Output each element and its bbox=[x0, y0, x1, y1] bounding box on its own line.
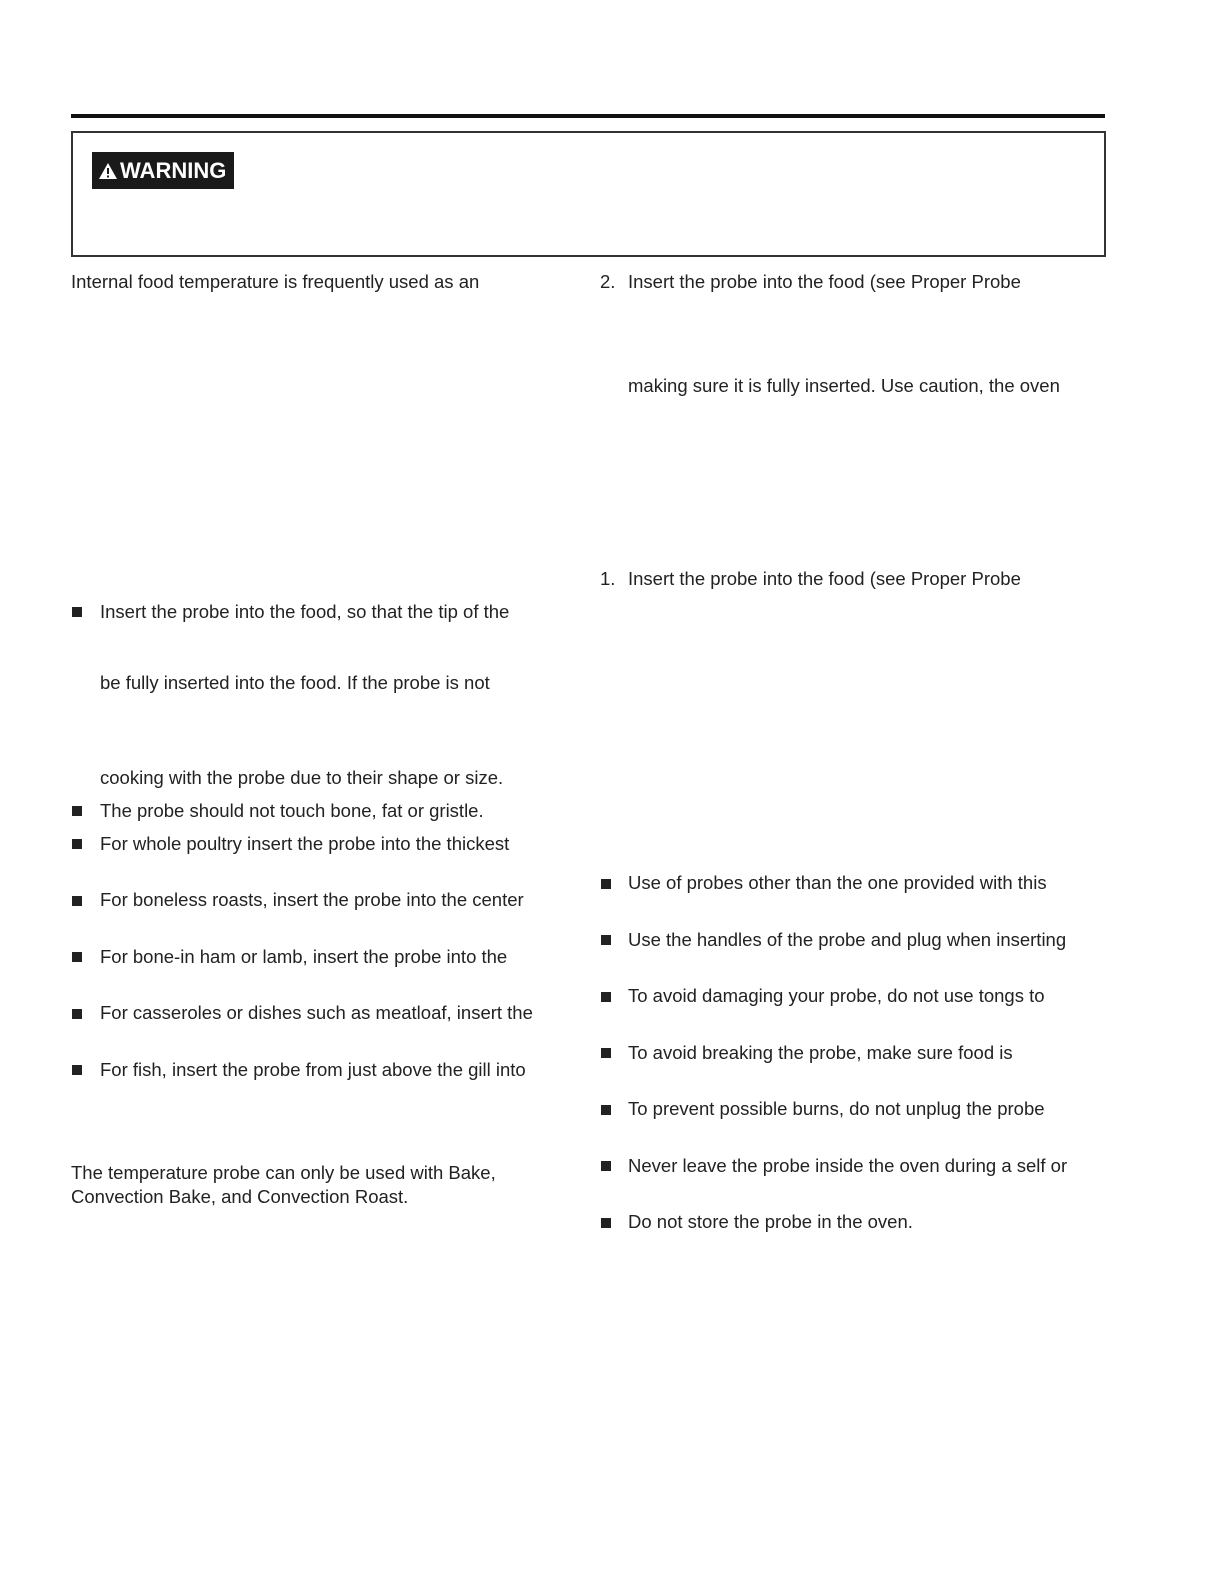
probe-bone-tip: The probe should not touch bone, fat or gristle. bbox=[100, 800, 484, 821]
bullet-marker bbox=[601, 1218, 611, 1228]
breaking-caution: To avoid breaking the probe, make sure food is bbox=[628, 1042, 1013, 1063]
handles-caution: Use the handles of the probe and plug when inserting bbox=[628, 929, 1067, 950]
bullet-marker bbox=[601, 935, 611, 945]
bullet-marker bbox=[601, 879, 611, 889]
step-2-line-2: making sure it is fully inserted. Use caution, the oven bbox=[628, 375, 1060, 396]
bullet-marker bbox=[72, 952, 82, 962]
step-2-number: 2. bbox=[600, 271, 616, 292]
bullet-marker bbox=[72, 1009, 82, 1019]
tongs-caution: To avoid damaging your probe, do not use tongs to bbox=[628, 985, 1045, 1006]
storage-caution: Do not store the probe in the oven. bbox=[628, 1211, 913, 1232]
poultry-tip: For whole poultry insert the probe into the thickest bbox=[100, 833, 510, 854]
probe-placement-line-2: be fully inserted into the food. If the probe is not bbox=[100, 672, 490, 693]
bullet-marker bbox=[72, 896, 82, 906]
warning-label: WARNING bbox=[120, 158, 227, 183]
warning-box bbox=[71, 131, 1106, 257]
bullet-marker bbox=[72, 839, 82, 849]
intro-text: Internal food temperature is frequently used as an bbox=[71, 271, 480, 292]
bullet-marker bbox=[601, 1105, 611, 1115]
bullet-marker bbox=[601, 1048, 611, 1058]
bullet-marker bbox=[601, 1161, 611, 1171]
warning-triangle-icon bbox=[98, 162, 118, 180]
fish-tip: For fish, insert the probe from just above the gill into bbox=[100, 1059, 526, 1080]
burns-caution: To prevent possible burns, do not unplug the probe bbox=[628, 1098, 1045, 1119]
casserole-tip: For casseroles or dishes such as meatloaf, insert the bbox=[100, 1002, 533, 1023]
boneless-roast-tip: For boneless roasts, insert the probe into the center bbox=[100, 889, 524, 910]
step-2-line-1: Insert the probe into the food (see Proper Probe bbox=[628, 271, 1021, 292]
probe-placement-line-3: cooking with the probe due to their shape or size. bbox=[100, 767, 504, 788]
warning-badge bbox=[92, 152, 234, 189]
probe-modes-note-line-2: Convection Bake, and Convection Roast. bbox=[71, 1186, 409, 1207]
probe-modes-note-line-1: The temperature probe can only be used with Bake, bbox=[71, 1162, 496, 1183]
self-clean-caution: Never leave the probe inside the oven during a self or bbox=[628, 1155, 1068, 1176]
bullet-marker bbox=[72, 806, 82, 816]
other-probes-caution: Use of probes other than the one provided with this bbox=[628, 872, 1047, 893]
step-1-line-1: Insert the probe into the food (see Proper Probe bbox=[628, 568, 1021, 589]
bullet-marker bbox=[72, 607, 82, 617]
bone-in-ham-tip: For bone-in ham or lamb, insert the probe into the bbox=[100, 946, 508, 967]
probe-placement-line-1: Insert the probe into the food, so that the tip of the bbox=[100, 601, 510, 622]
bullet-marker bbox=[72, 1065, 82, 1075]
bullet-marker bbox=[601, 992, 611, 1002]
step-1-number: 1. bbox=[600, 568, 616, 589]
header-rule bbox=[71, 114, 1105, 118]
